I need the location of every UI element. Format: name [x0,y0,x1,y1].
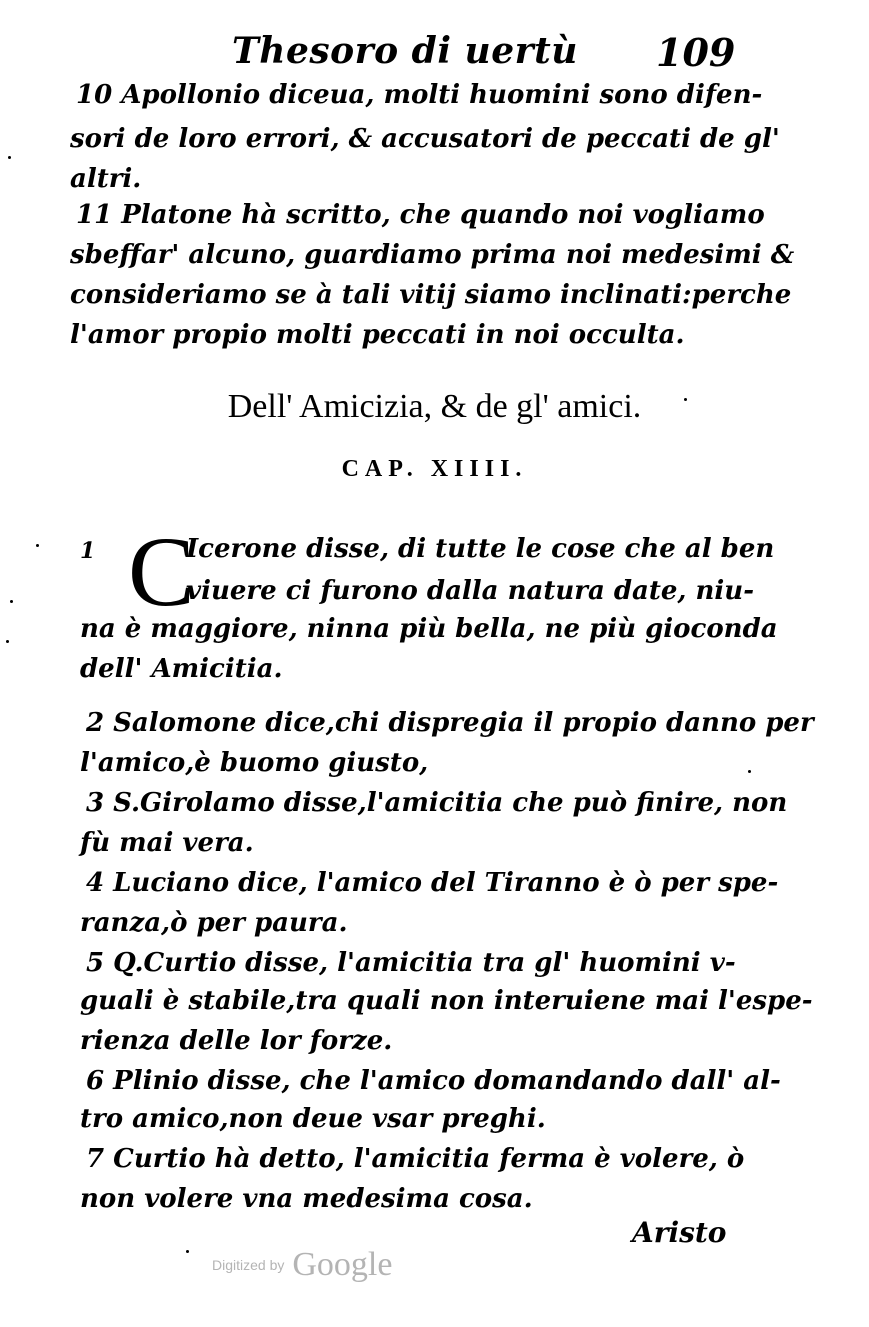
scan-speck [186,1250,189,1253]
text-line: l'amor propio molti peccati in noi occulta. [70,320,685,350]
scan-speck [748,770,751,773]
text-line: fù mai vera. [80,828,254,858]
text-line: ranza,ò per paura. [80,908,348,938]
page-number: 109 [656,30,736,75]
text-line: 4 Luciano dice, l'amico del Tiranno è ò per spe- [86,868,779,898]
text-line: Icerone disse, di tutte le cose che al ben [186,534,775,564]
text-line: l'amico,è buomo giusto, [80,748,429,778]
text-line: 7 Curtio hà detto, l'amicitia ferma è volere, ò [86,1144,745,1174]
running-title: Thesoro di uertù [232,30,578,72]
text-line: tro amico,non deue vsar preghi. [80,1104,546,1134]
chapter-number: CAP. XIIII. [341,456,528,482]
text-line: guali è stabile,tra quali non interuiene mai l'espe- [80,986,813,1016]
digitization-watermark [212,1246,392,1284]
google-wordmark: Google [292,1246,393,1283]
text-line: consideriamo se à tali vitij siamo inclinati:perche [70,280,792,310]
chapter-title: Dell' Amicizia, & de gl' amici. [227,388,642,425]
text-line: 11 Platone hà scritto, che quando noi vogliamo [76,200,765,230]
scan-speck [6,640,9,643]
scan-speck [10,600,13,603]
text-line: non volere vna medesima cosa. [80,1184,533,1214]
text-line: na è maggiore, ninna più bella, ne più gioconda [80,614,778,644]
digitized-label: Digitized by [212,1257,285,1273]
scan-speck [36,544,39,547]
catchword: Aristo [632,1216,727,1249]
text-line: altri. [70,164,142,194]
text-line: 5 Q.Curtio disse, l'amicitia tra gl' huomini v- [86,948,736,978]
entry-number: 1 [80,538,96,564]
text-line: 2 Salomone dice,chi dispregia il propio danno per [86,708,814,738]
text-line: 10 Apollonio diceua, molti huomini sono difen- [76,80,763,110]
text-line: viuere ci furono dalla natura date, niu- [186,576,755,606]
text-line: dell' Amicitia. [80,654,283,684]
text-line: sori de loro errori, & accusatori de peccati de gl' [70,124,780,154]
drop-cap: C [128,516,195,627]
text-line: 3 S.Girolamo disse,l'amicitia che può finire, non [86,788,788,818]
text-line: sbeffar' alcuno, guardiamo prima noi medesimi & [70,240,795,270]
text-line: 6 Plinio disse, che l'amico domandando dall' al- [86,1066,781,1096]
scan-speck [8,156,11,159]
scan-speck [684,398,687,401]
text-line: rienza delle lor forze. [80,1026,393,1056]
